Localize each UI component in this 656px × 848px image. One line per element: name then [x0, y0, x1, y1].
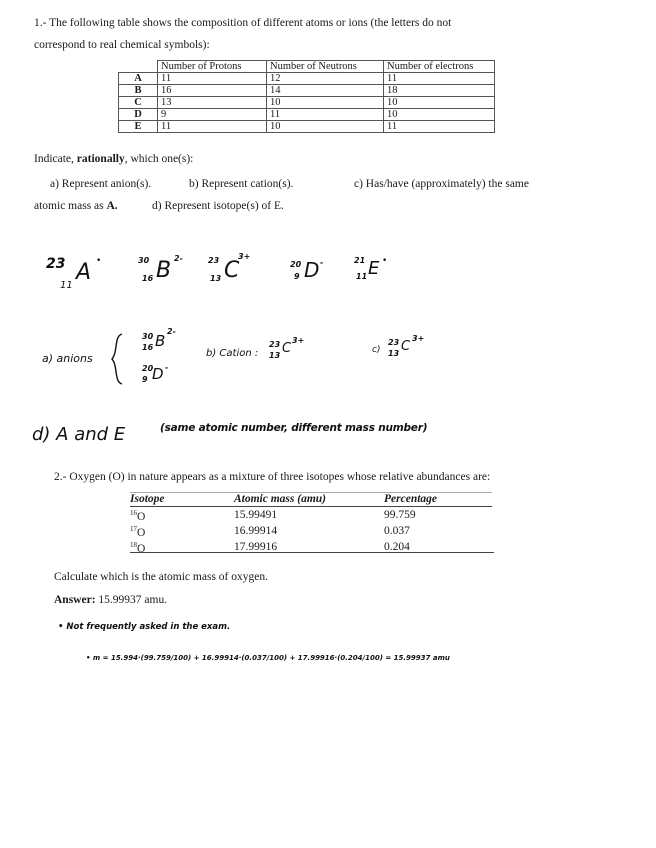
- symbol-e-mass: 21: [354, 256, 366, 265]
- cell-neutrons: 11: [267, 109, 384, 121]
- header-electrons: Number of electrons: [384, 61, 495, 73]
- isotope-mass-number: 17: [130, 524, 137, 533]
- cell-neutrons: 10: [267, 121, 384, 133]
- isotope-mass-number: 18: [130, 540, 137, 549]
- anion-d-mass: 20: [142, 364, 154, 373]
- isotope-cell: [130, 507, 234, 523]
- cell-protons: 16: [158, 85, 267, 97]
- table-header-row: [119, 61, 495, 73]
- table-row: [119, 121, 495, 133]
- header-atomic-mass: Atomic mass (amu): [234, 493, 384, 507]
- symbol-e-atomic: 11: [356, 272, 368, 281]
- isotope-cell: [130, 523, 234, 539]
- composition-table: [118, 60, 495, 133]
- oxygen-isotopes-table: [130, 492, 492, 554]
- symbol-e-letter: E: [368, 258, 380, 279]
- cell-protons: 9: [158, 109, 267, 121]
- atomic-mass-cell: 17.99916: [234, 540, 278, 553]
- cell-protons: 11: [158, 121, 267, 133]
- q2-intro: 2.- Oxygen (O) in nature appears as a mixture of three isotopes whose relative abundances are:: [54, 471, 491, 483]
- header-percentage: Percentage: [384, 493, 492, 507]
- symbol-a-letter: A: [76, 260, 92, 285]
- indicate-pre: Indicate,: [34, 153, 77, 165]
- q1-intro-line1: 1.- The following table shows the composition of different atoms or ions (the letters do not: [34, 17, 452, 29]
- symbol-b-charge: 2-: [174, 254, 183, 263]
- option-line2: [34, 199, 118, 214]
- cell-electrons: 11: [384, 121, 495, 133]
- indicate-line: [34, 152, 193, 167]
- d-answer-main: d) A and E: [32, 424, 126, 445]
- anion-d-atomic: 9: [142, 375, 148, 384]
- anion-b-atomic: 16: [142, 343, 154, 352]
- isotope-header-row: [130, 493, 492, 507]
- table-bottom-rule: [130, 552, 494, 553]
- anion-d-charge: -: [165, 363, 169, 372]
- cell-protons: 11: [158, 73, 267, 85]
- option-d: d) Represent isotope(s) of E.: [152, 200, 284, 212]
- c-atomic: 13: [388, 349, 400, 358]
- indicate-bold: rationally: [76, 153, 125, 165]
- anions-label: a) anions: [42, 352, 93, 365]
- c-letter: C: [401, 339, 411, 354]
- row-label: C: [119, 97, 158, 109]
- symbol-c-mass: 23: [208, 256, 220, 265]
- symbol-c-letter: C: [224, 258, 240, 283]
- atomic-mass-cell: 16.99914: [234, 524, 278, 537]
- cation-atomic: 13: [269, 351, 281, 360]
- atomic-mass-cell: 15.99491: [234, 508, 278, 521]
- symbol-c-atomic: 13: [210, 274, 222, 283]
- symbol-c-charge: 3+: [238, 252, 251, 261]
- option-c: c) Has/have (approximately) the same: [354, 178, 529, 190]
- line2-bold: A.: [106, 200, 118, 212]
- table-row: [119, 97, 495, 109]
- line2-pre: atomic mass as: [34, 200, 107, 212]
- cell-electrons: 10: [384, 97, 495, 109]
- answer-value: 15.99937 amu.: [98, 594, 168, 606]
- symbol-b-letter: B: [156, 258, 172, 283]
- cell-neutrons: 14: [267, 85, 384, 97]
- table-row: [119, 109, 495, 121]
- anion-b-letter: B: [155, 332, 166, 350]
- option-a: a) Represent anion(s).: [50, 178, 152, 190]
- percentage-cell: 0.204: [384, 540, 410, 553]
- percentage-cell: 99.759: [384, 508, 416, 521]
- anion-b-mass: 30: [142, 332, 154, 341]
- c-charge: 3+: [412, 334, 425, 343]
- anion-d-letter: D: [152, 365, 164, 383]
- header-protons: Number of Protons: [158, 61, 267, 73]
- header-neutrons: Number of Neutrons: [267, 61, 384, 73]
- cell-electrons: 11: [384, 73, 495, 85]
- d-answer-note: (same atomic number, different mass number): [160, 422, 428, 434]
- anion-b-charge: 2-: [167, 327, 176, 336]
- row-label: E: [119, 121, 158, 133]
- symbol-b-mass: 30: [138, 256, 150, 265]
- option-b: b) Represent cation(s).: [189, 178, 294, 190]
- cation-letter: C: [282, 341, 292, 356]
- c-label: c): [372, 345, 381, 355]
- symbol-d-charge: -: [320, 258, 324, 267]
- symbol-d-mass: 20: [290, 260, 302, 269]
- symbol-a-mass: 23: [46, 256, 66, 272]
- symbol-d-atomic: 9: [294, 272, 300, 281]
- isotope-symbol: O: [137, 510, 146, 523]
- table-corner: [119, 61, 158, 73]
- note-calculation: • m = 15.994·(99.759/100) + 16.99914·(0.037/100) + 17.99916·(0.204/100) = 15.99937 amu: [86, 654, 450, 662]
- row-label: D: [119, 109, 158, 121]
- cell-neutrons: 12: [267, 73, 384, 85]
- row-label: A: [119, 73, 158, 85]
- cation-mass: 23: [269, 340, 281, 349]
- symbol-e-charge: •: [382, 256, 388, 266]
- symbol-a-atomic: 11: [60, 280, 73, 291]
- cell-protons: 13: [158, 97, 267, 109]
- note-not-frequent: • Not frequently asked in the exam.: [58, 622, 231, 632]
- symbol-a-charge: •: [96, 256, 102, 266]
- cation-charge: 3+: [292, 336, 305, 345]
- curly-brace: [108, 332, 128, 386]
- table-row: [130, 507, 492, 523]
- table-row: [119, 85, 495, 97]
- table-row: [130, 523, 492, 539]
- cell-neutrons: 10: [267, 97, 384, 109]
- percentage-cell: 0.037: [384, 524, 410, 537]
- cell-electrons: 10: [384, 109, 495, 121]
- q2-answer: [54, 593, 167, 608]
- symbol-d-letter: D: [304, 258, 320, 282]
- c-mass: 23: [388, 338, 400, 347]
- answer-label: Answer:: [54, 594, 96, 606]
- indicate-post: , which one(s):: [124, 153, 194, 165]
- q2-calc: Calculate which is the atomic mass of oxygen.: [54, 571, 268, 583]
- isotope-symbol: O: [137, 542, 146, 555]
- header-isotope: Isotope: [130, 493, 234, 507]
- cation-label: b) Cation :: [206, 348, 259, 359]
- q1-intro-line2: correspond to real chemical symbols):: [34, 39, 210, 51]
- symbol-b-atomic: 16: [142, 274, 154, 283]
- cell-electrons: 18: [384, 85, 495, 97]
- table-row: [119, 73, 495, 85]
- isotope-symbol: O: [137, 526, 146, 539]
- row-label: B: [119, 85, 158, 97]
- isotope-mass-number: 16: [130, 509, 137, 517]
